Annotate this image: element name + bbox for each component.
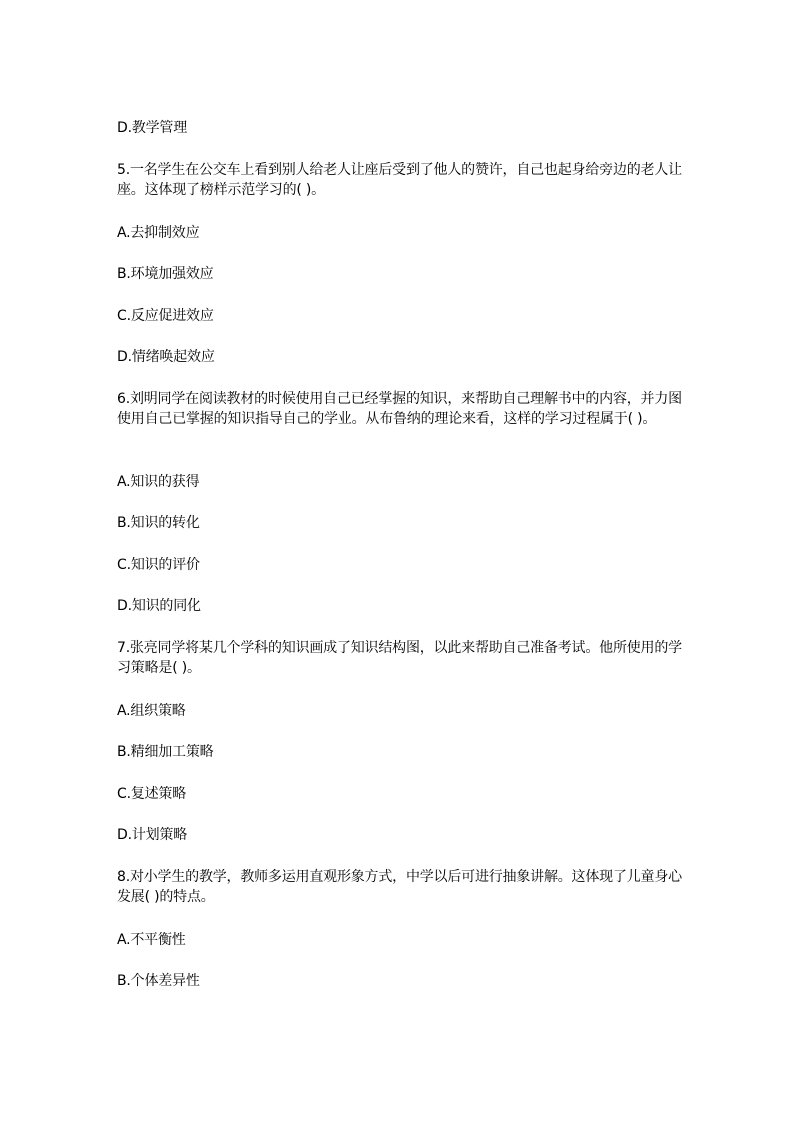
option-text: B.知识的转化 [117, 515, 200, 531]
option-text: B.个体差异性 [117, 973, 200, 989]
option-text: A.组织策略 [117, 703, 186, 719]
option-text: D.情绪唤起效应 [117, 349, 215, 365]
option-text: D.计划策略 [117, 827, 188, 843]
question-8: 8.对小学生的教学，教师多运用直观形象方式，中学以后可进行抽象讲解。这体现了儿童身心发展( )的特点。 [117, 869, 682, 905]
option-text: A.不平衡性 [117, 932, 186, 948]
question-7: 7.张亮同学将某几个学科的知识画成了知识结构图，以此来帮助自己准备考试。他所使用的学习策略是( )。 [117, 640, 682, 676]
option-text: C.反应促进效应 [117, 308, 214, 324]
question-5: 5.一名学生在公交车上看到别人给老人让座后受到了他人的赞许，自己也起身给旁边的老人让座。这体现了榜样示范学习的( )。 [117, 162, 682, 198]
question-6: 6.刘明同学在阅读教材的时候使用自己已经掌握的知识，来帮助自己理解书中的内容，并力图使用自己已掌握的知识指导自己的学业。从布鲁纳的理论来看，这样的学习过程属于( )。 [117, 391, 682, 427]
option-text: A.去抑制效应 [117, 225, 200, 241]
option-text: D.教学管理 [117, 120, 188, 136]
option-text: B.精细加工策略 [117, 744, 214, 760]
option-text: C.知识的评价 [117, 557, 200, 573]
option-text: A.知识的获得 [117, 474, 200, 490]
option-text: D.知识的同化 [117, 598, 201, 614]
option-text: C.复述策略 [117, 786, 187, 802]
option-text: B.环境加强效应 [117, 266, 214, 282]
